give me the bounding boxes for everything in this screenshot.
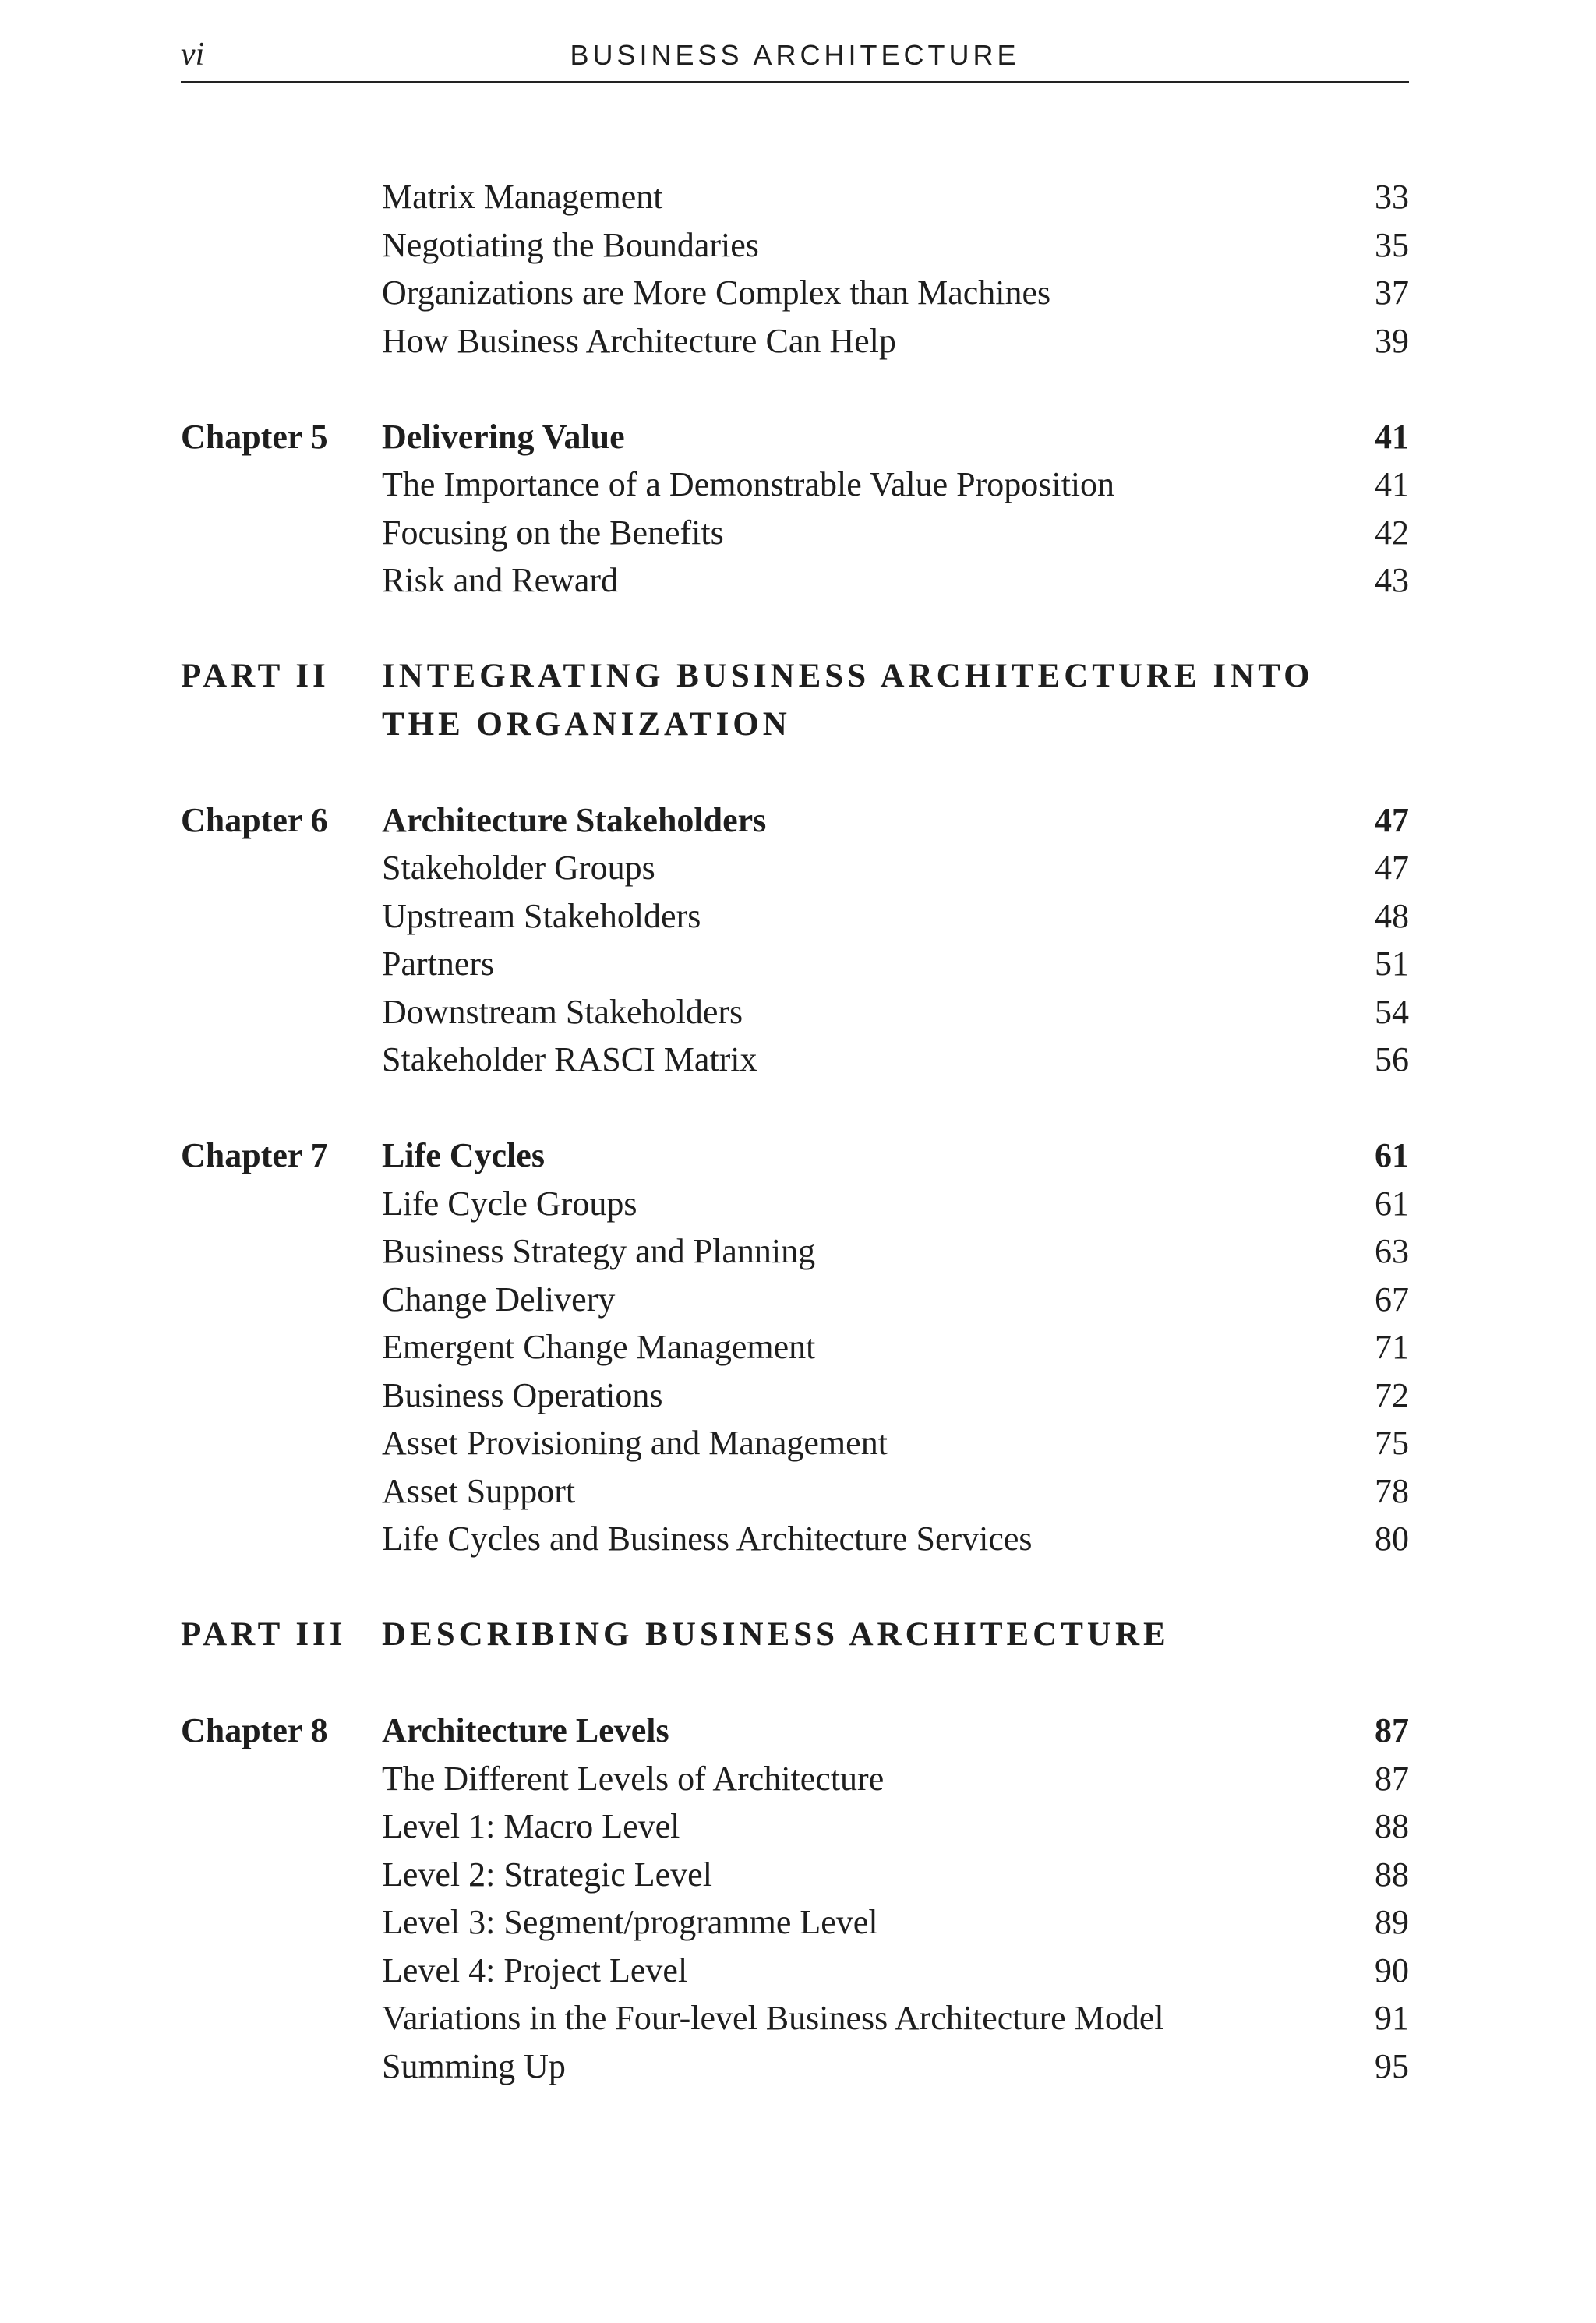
toc-page-number: 63 [1375,1232,1409,1270]
toc-page-number: 42 [1375,513,1409,552]
toc-section-row [181,317,1409,365]
toc-page-number: 41 [1375,417,1409,456]
toc-section-row [181,940,1409,988]
toc-spacer [181,1563,1409,1612]
toc-section-row [181,1323,1409,1372]
toc-spacer [181,365,1409,413]
toc-page-number: 33 [1375,178,1409,216]
toc-section-row [181,1180,1409,1228]
toc-part-row [181,701,1409,749]
toc-section-title: Stakeholder Groups [382,849,655,887]
toc-page-number: 37 [1375,274,1409,312]
toc-page-number: 71 [1375,1328,1409,1366]
toc-page-number: 43 [1375,561,1409,599]
toc-page-number: 89 [1375,1903,1409,1941]
toc-section-title: Asset Support [382,1471,576,1510]
toc-page-number: 56 [1375,1040,1409,1079]
toc-section-row [181,1802,1409,1851]
toc-part-label: PART II [181,658,330,694]
toc-page-number: 90 [1375,1951,1409,1989]
toc-spacer [181,605,1409,653]
toc-section-row [181,221,1409,270]
toc-section-title: Downstream Stakeholders [382,992,743,1031]
toc-section-row [181,2042,1409,2091]
toc-section-title: Matrix Management [382,178,663,216]
toc-section-row [181,1947,1409,1995]
toc-page-number: 95 [1375,2046,1409,2085]
toc-section-title: Risk and Reward [382,561,619,599]
toc-section-title: Stakeholder RASCI Matrix [382,1040,757,1079]
toc-section-title: Partners [382,944,495,983]
toc-chapter-label: Chapter 6 [181,800,328,839]
toc-page-number: 61 [1375,1184,1409,1223]
toc-part-label: PART III [181,1616,347,1653]
toc-section-title: Life Cycles and Business Architecture Services [382,1520,1033,1558]
toc-page-number: 88 [1375,1855,1409,1894]
toc-page-number: 80 [1375,1520,1409,1558]
toc-chapter-label: Chapter 8 [181,1711,328,1749]
toc-chapter-title: Architecture Stakeholders [382,800,767,839]
toc-part-title: INTEGRATING BUSINESS ARCHITECTURE INTO [382,658,1314,694]
toc-section-row [181,1036,1409,1084]
toc-page-number: 88 [1375,1807,1409,1845]
toc-section-title: Upstream Stakeholders [382,896,701,935]
toc-section-row [181,844,1409,892]
toc-spacer [181,748,1409,796]
toc-section-title: Variations in the Four-level Business Architecture Model [382,1999,1164,2037]
toc-section-row [181,1515,1409,1563]
toc-page-number: 87 [1375,1759,1409,1798]
toc-section-title: Business Operations [382,1375,663,1414]
toc-section-row [181,1467,1409,1516]
toc-section-title: The Different Levels of Architecture [382,1759,885,1798]
toc-chapter-title: Delivering Value [382,417,625,456]
running-title: BUSINESS ARCHITECTURE [570,39,1020,71]
toc-page-number: 54 [1375,992,1409,1031]
toc-section-title: Organizations are More Complex than Machines [382,274,1051,312]
toc-spacer [181,1084,1409,1132]
toc-section-row [181,1227,1409,1276]
toc-chapter-label: Chapter 5 [181,417,328,456]
toc-page-number: 67 [1375,1280,1409,1319]
toc-section-title: Life Cycle Groups [382,1184,637,1223]
toc-section-row [181,1851,1409,1899]
toc-section-title: Emergent Change Management [382,1328,816,1366]
toc-section-title: Asset Provisioning and Management [382,1424,888,1462]
toc-page-number: 47 [1375,849,1409,887]
toc-page-number: 48 [1375,896,1409,935]
toc-page-number: 39 [1375,321,1409,360]
toc-page-number: 61 [1375,1136,1409,1174]
table-of-contents [181,173,1409,2090]
toc-chapter-row [181,796,1409,845]
toc-section-row [181,1898,1409,1947]
toc-section-row [181,556,1409,605]
toc-section-title: Level 4: Project Level [382,1951,688,1989]
toc-section-row [181,1419,1409,1467]
toc-section-title: Summing Up [382,2046,566,2085]
toc-section-row [181,988,1409,1036]
toc-section-title: Business Strategy and Planning [382,1232,816,1270]
toc-page-number: 35 [1375,225,1409,264]
toc-section-row [181,1755,1409,1803]
toc-section-row [181,269,1409,317]
toc-spacer [181,1659,1409,1707]
toc-page-number: 78 [1375,1471,1409,1510]
toc-section-row [181,1372,1409,1420]
toc-part-row [181,652,1409,701]
toc-section-row [181,461,1409,509]
toc-page-number: 75 [1375,1424,1409,1462]
toc-section-title: How Business Architecture Can Help [382,321,896,360]
toc-chapter-title: Life Cycles [382,1136,545,1174]
toc-page-number: 87 [1375,1711,1409,1749]
toc-chapter-title: Architecture Levels [382,1711,669,1749]
toc-section-title: Negotiating the Boundaries [382,225,759,264]
toc-page-number: 51 [1375,944,1409,983]
toc-section-row [181,1276,1409,1324]
page-folio: vi [181,37,205,72]
page-header [181,31,1409,83]
toc-section-row [181,1994,1409,2042]
toc-section-row [181,509,1409,557]
toc-part-row [181,1611,1409,1659]
toc-section-title: Level 2: Strategic Level [382,1855,712,1894]
toc-section-row [181,892,1409,941]
toc-section-row [181,173,1409,221]
toc-chapter-label: Chapter 7 [181,1136,328,1174]
toc-section-title: The Importance of a Demonstrable Value Proposition [382,465,1115,503]
toc-section-title: Level 1: Macro Level [382,1807,680,1845]
toc-part-title: THE ORGANIZATION [382,705,791,743]
toc-chapter-row [181,1131,1409,1180]
toc-page-number: 72 [1375,1375,1409,1414]
toc-page-number: 41 [1375,465,1409,503]
toc-chapter-row [181,1707,1409,1755]
toc-page-number: 47 [1375,800,1409,839]
toc-chapter-row [181,413,1409,461]
toc-part-title: DESCRIBING BUSINESS ARCHITECTURE [382,1616,1170,1653]
toc-section-title: Change Delivery [382,1280,616,1319]
toc-page-number: 91 [1375,1999,1409,2037]
toc-section-title: Level 3: Segment/programme Level [382,1903,878,1941]
toc-section-title: Focusing on the Benefits [382,513,724,552]
